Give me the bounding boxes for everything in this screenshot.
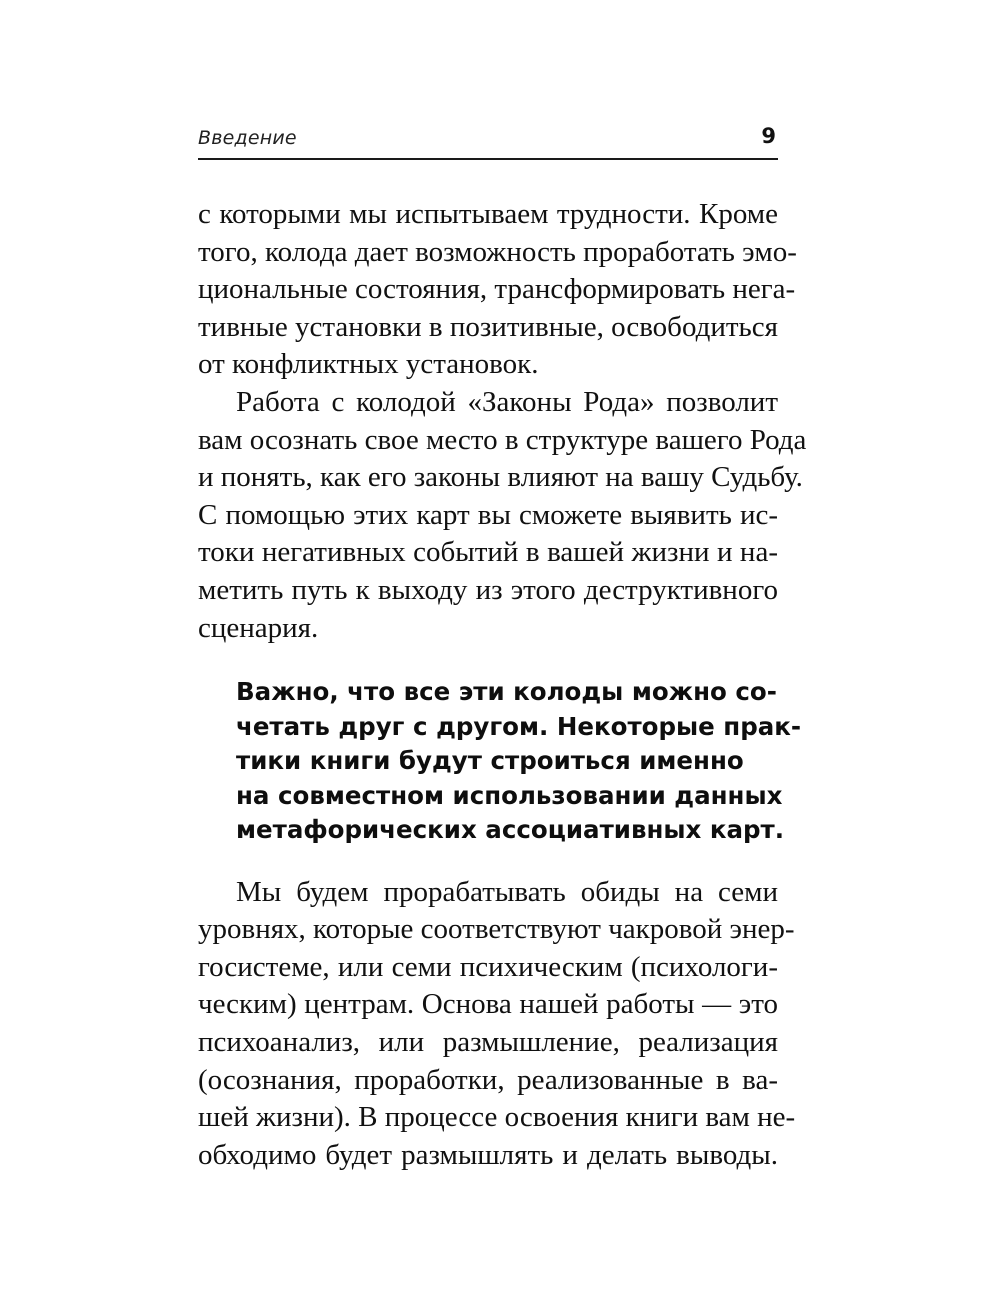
callout-line: Важно, что все эти колоды можно со-	[236, 677, 777, 707]
text-line: метить путь к выходу из этого деструктивного	[198, 573, 778, 606]
text-line: уровнях, которые соответствуют чакровой энер-	[198, 913, 795, 946]
callout-line: на совместном использовании данных	[236, 780, 783, 810]
paragraph-3	[198, 874, 796, 1175]
text-line: шей жизни). В процессе освоения книги вам не-	[198, 1101, 796, 1134]
text-line: токи негативных событий в вашей жизни и на-	[198, 536, 778, 569]
text-line: от конфликтных установок.	[198, 348, 539, 381]
text-line: Работа с колодой «Законы Рода» позволит	[236, 385, 778, 418]
text-line: и понять, как его законы влияют на вашу Судьбу.	[198, 461, 803, 494]
running-header	[198, 124, 778, 160]
text-line: с которыми мы испытываем трудности. Кроме	[198, 198, 778, 230]
text-line: (осознания, проработки, реализованные в ва-	[198, 1063, 778, 1096]
text-line: сценария.	[198, 611, 319, 644]
text-line: того, колода дает возможность проработать эмо-	[198, 235, 797, 268]
paragraph-1	[198, 196, 797, 384]
text-line: госистеме, или семи психическим (психологи-	[198, 950, 778, 983]
text-line: циональные состояния, трансформировать нега-	[198, 273, 796, 306]
paragraph-2	[198, 384, 807, 647]
text-line: психоанализ, или размышление, реализация	[198, 1026, 778, 1058]
text-line: вам осознать свое место в структуре вашего Рода	[198, 423, 807, 456]
highlighted-callout	[236, 675, 802, 848]
page-body	[198, 196, 807, 1174]
text-line: обходимо будет размышлять и делать выводы.	[198, 1138, 778, 1171]
text-line: ческим) центрам. Основа нашей работы — это	[198, 988, 778, 1021]
text-line: Мы будем прорабатывать обиды на семи	[236, 875, 778, 908]
text-line: С помощью этих карт вы сможете выявить ис-	[198, 498, 778, 531]
callout-line: четать друг с другом. Некоторые прак-	[236, 711, 802, 741]
section-title: Введение	[198, 127, 297, 149]
text-line: тивные установки в позитивные, освободиться	[198, 310, 778, 343]
callout-line: тики книги будут строиться именно	[236, 746, 744, 776]
callout-line: метафорических ассоциативных карт.	[236, 815, 785, 845]
page-number: 9	[761, 124, 776, 148]
